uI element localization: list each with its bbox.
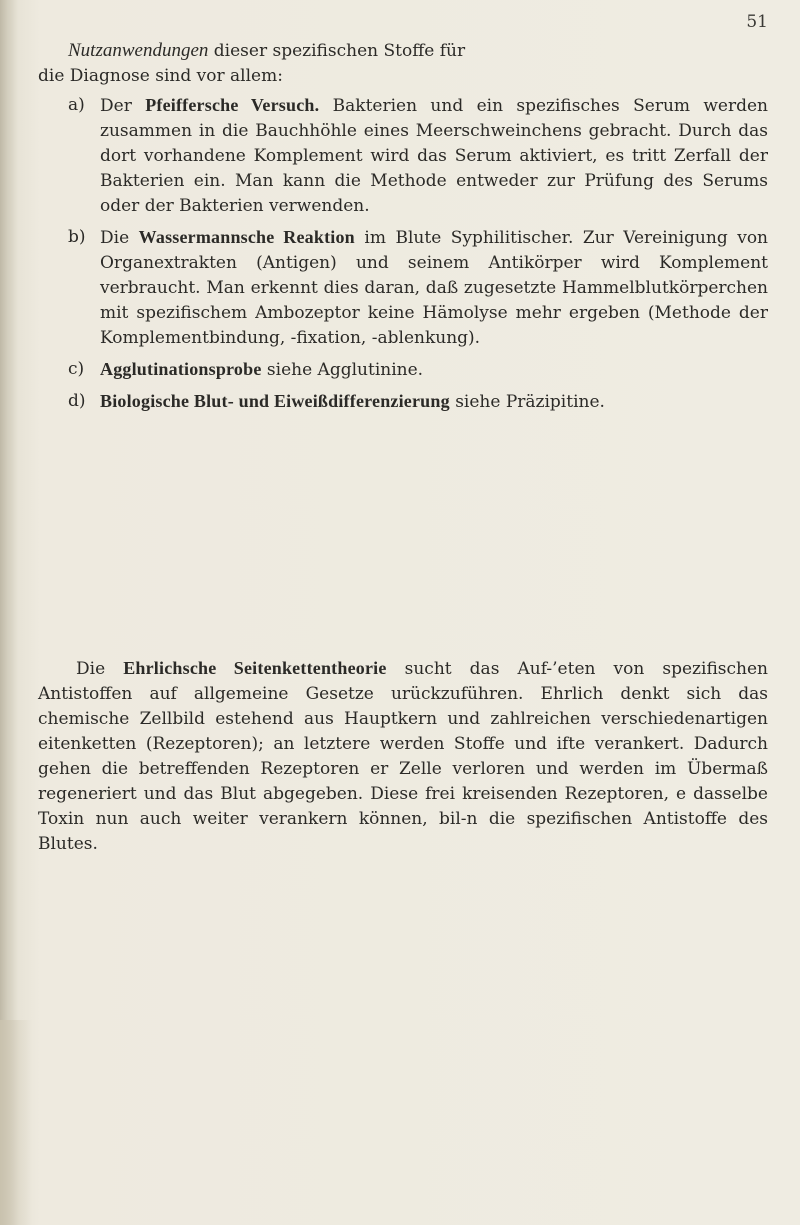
list-item-body bbox=[100, 389, 768, 415]
item-term: Wassermannsche Reaktion bbox=[138, 227, 355, 247]
list-marker: d) bbox=[68, 391, 86, 411]
intro-paragraph bbox=[38, 38, 768, 89]
list-item-d bbox=[38, 389, 768, 415]
list-item-body bbox=[100, 357, 768, 383]
item-text: Bakterien und ein spezifisches Serum werden zusammen in die Bauchhöhle eines Meerschweinchens gebracht. Durch das dort vorhandene Komplement wird das Serum aktiviert, es tritt Zerfall der Bakterien ein. Man kann die Methode entweder zur Prüfung des Serums oder der Bakterien verwenden. bbox=[100, 96, 769, 216]
item-text: im Blute Syphilitischer. Zur Vereinigung von Organextrakten (Antigen) und seinem Antikörper wird Komplement verbraucht. Man erkennt dies daran, daß zugesetzte Hammelblutkörperchen mit spezifischem Ambozeptor keine Hämolyse mehr ergeben (Methode der Komplementbindung, -fixation, -ablenkung). bbox=[100, 228, 769, 348]
item-term: Pfeiffersche Versuch. bbox=[145, 95, 320, 115]
item-term: Agglutinationsprobe bbox=[100, 359, 262, 379]
ehrlich-paragraph bbox=[38, 656, 768, 857]
list-item-c bbox=[38, 357, 768, 383]
item-text: siehe Agglutinine. bbox=[261, 360, 424, 380]
intro-text-rest: die Diagnose sind vor allem: bbox=[38, 66, 283, 86]
lower-text-block bbox=[38, 656, 768, 857]
page-edge-stain bbox=[0, 1020, 32, 1225]
list-marker: b) bbox=[68, 227, 86, 247]
ehrlich-prefix: Die bbox=[76, 659, 124, 679]
ehrlich-term: Ehrlichsche Seitenkettentheorie bbox=[123, 658, 387, 678]
list-marker: c) bbox=[68, 359, 85, 379]
item-prefix: Der bbox=[100, 96, 146, 116]
item-term: Biologische Blut- und Eiweißdifferenzierung bbox=[100, 391, 450, 411]
list-item-b bbox=[38, 225, 768, 351]
list-marker: a) bbox=[68, 95, 85, 115]
upper-text-block bbox=[38, 38, 768, 421]
list-item-body bbox=[100, 93, 768, 219]
page-number: 51 bbox=[746, 12, 768, 32]
intro-text-first-line: dieser spezifischen Stoffe für bbox=[208, 41, 466, 61]
ehrlich-text: sucht das Auf-​’eten von spezifischen Antistoffen auf allgemeine Gesetze urückzuführen. Ehrlich denkt sich das chemische Zellbild estehend aus Hauptkern und zahlreichen verschiedenartigen eitenketten (Rezeptoren); an letztere werden Stoffe und ifte verankert. Dadurch gehen die betreffenden Rezeptoren er Zelle verloren und werden im Übermaß regeneriert und das Blut abgegeben. Diese frei kreisenden Rezeptoren, e dasselbe Toxin nun auch weiter verankern können, bil-​n die spezifischen Antistoffe des Blutes. bbox=[38, 659, 768, 854]
item-text: siehe Präzipitine. bbox=[449, 392, 605, 412]
intro-italic-heading: Nutzanwendungen bbox=[68, 40, 209, 61]
list-item-body bbox=[100, 225, 768, 351]
list-item-a bbox=[38, 93, 768, 219]
item-prefix: Die bbox=[100, 228, 139, 248]
